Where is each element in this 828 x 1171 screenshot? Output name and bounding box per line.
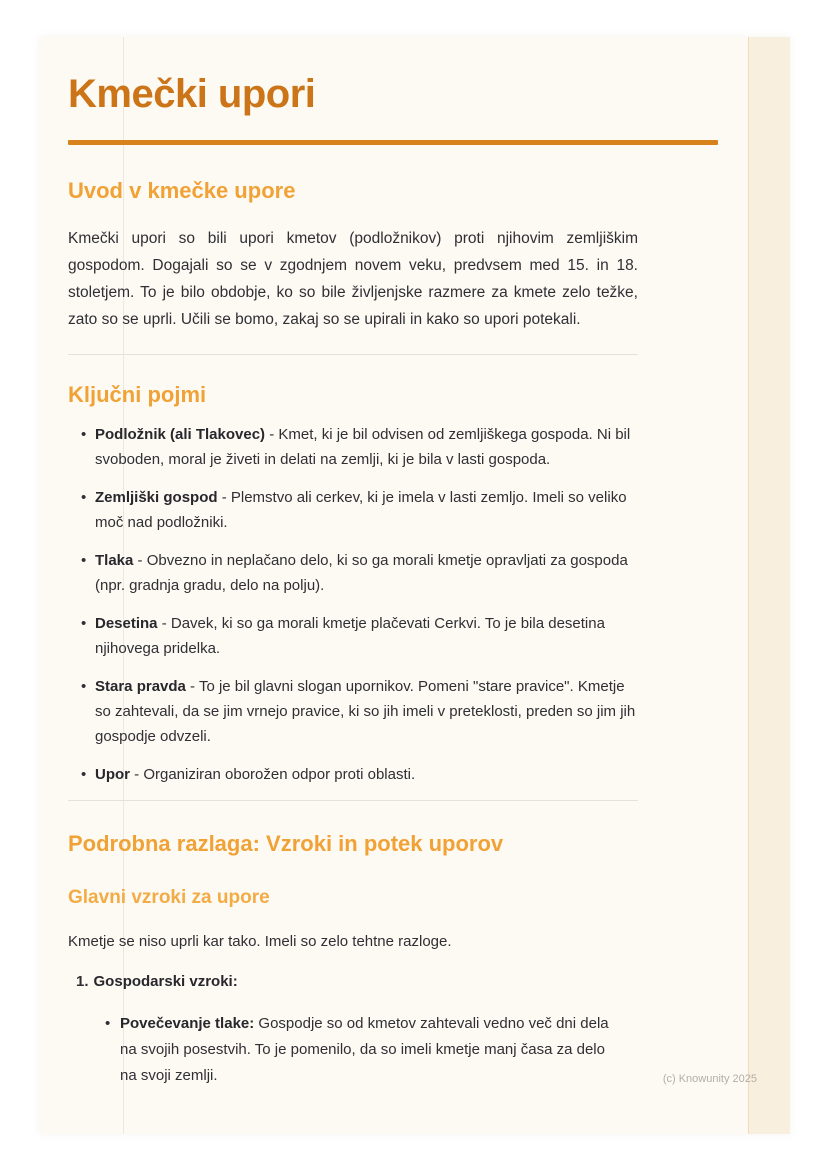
term-definition: - Organiziran oborožen odpor proti oblasti.	[130, 766, 416, 783]
term-definition: - Obvezno in neplačano delo, ki so ga morali kmetje opravljati za gospoda (npr. gradnja gradu, delo na polju).	[95, 552, 628, 594]
key-terms-list	[68, 422, 638, 787]
title-rule	[68, 140, 718, 145]
list-item	[68, 548, 638, 598]
list-item	[68, 422, 638, 472]
term-label: Upor	[95, 766, 130, 783]
section-divider	[68, 800, 638, 801]
term-definition: Gospodje so od kmetov zahtevali vedno več dni dela na svojih posestvih. To je pomenilo, da so imeli kmetje manj časa za delo na svoji zemlji.	[120, 1015, 609, 1084]
page-title: Kmečki upori	[68, 72, 316, 116]
term-definition: - Plemstvo ali cerkev, ki je imela v lasti zemljo. Imeli so veliko moč nad podložniki.	[95, 489, 627, 531]
list-item	[68, 611, 638, 661]
numbered-list-item	[68, 969, 790, 994]
document-page	[40, 37, 790, 1134]
section-heading-intro: Uvod v kmečke upore	[68, 178, 296, 203]
list-item	[68, 762, 638, 787]
term-label: Tlaka	[95, 552, 134, 569]
watermark: (c) Knowunity 2025	[662, 1073, 757, 1085]
term-label: Povečevanje tlake:	[120, 1015, 255, 1032]
intro-paragraph: Kmečki upori so bili upori kmetov (podložnikov) proti njihovim zemljiškim gospodom. Dogajali so se v zgodnjem novem veku, predvsem med 15. in 18. stoletjem. To je bilo obdobje, ko so bile življenjske razmere za kmete zelo težke, zato so se uprli. Učili se bomo, zakaj so se upirali in kako so upori potekali.	[68, 230, 638, 328]
term-definition: - Kmet, ki je bil odvisen od zemljiškega gospoda. Ni bil svoboden, moral je živeti in delati na zemlji, ki je bila v lasti gospoda.	[95, 426, 631, 468]
term-label: Zemljiški gospod	[95, 489, 218, 506]
document-content	[40, 37, 790, 1089]
term-definition: - Davek, ki so ga morali kmetje plačevati Cerkvi. To je bila desetina njihovega pridelka.	[95, 615, 605, 657]
term-label: Podložnik (ali Tlakovec)	[95, 426, 266, 443]
subsection-heading-causes: Glavni vzroki za upore	[68, 887, 270, 908]
causes-paragraph: Kmetje se niso uprli kar tako. Imeli so zelo tehtne razloge.	[68, 933, 452, 950]
section-divider	[68, 354, 638, 355]
term-label: Stara pravda	[95, 678, 186, 695]
numbered-item-label: Gospodarski vzroki:	[93, 973, 238, 990]
list-item	[68, 485, 638, 535]
term-definition: - To je bil glavni slogan upornikov. Pomeni "stare pravice". Kmetje so zahtevali, da se jim vrnejo pravice, ki so jih imeli v preteklosti, preden so jim jih gospodje odvzeli.	[95, 678, 636, 745]
section-heading-detail: Podrobna razlaga: Vzroki in potek uporov	[68, 831, 504, 856]
section-heading-key-terms: Ključni pojmi	[68, 382, 207, 407]
list-item	[68, 674, 638, 749]
nested-list-item	[105, 1011, 620, 1089]
term-label: Desetina	[95, 615, 158, 632]
list-number: 1.	[76, 973, 89, 990]
